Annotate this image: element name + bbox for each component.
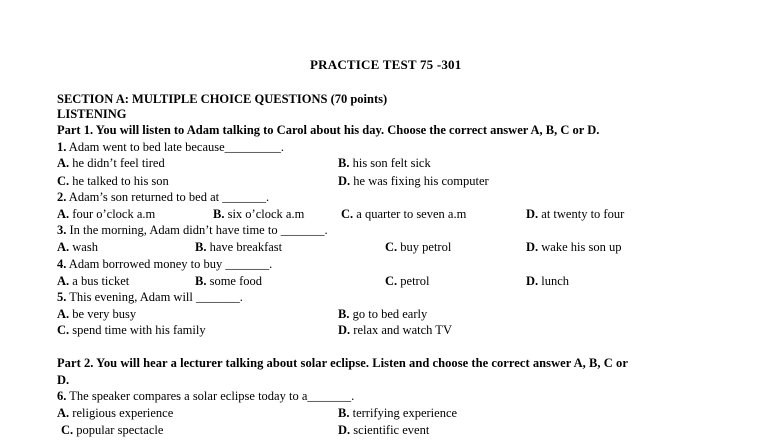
option-1a: A. he didn’t feel tired <box>57 156 165 170</box>
option-6d: D. scientific event <box>338 423 430 437</box>
question-stem: This evening, Adam will _______. <box>66 290 243 304</box>
option-2d: D. at twenty to four <box>526 207 625 221</box>
option-1d: D. he was fixing his computer <box>338 174 489 188</box>
question-2 <box>57 190 269 205</box>
option-3b: B. have breakfast <box>195 240 283 254</box>
option-4d: D. lunch <box>526 274 570 288</box>
page-title: PRACTICE TEST 75 -301 <box>310 57 462 72</box>
question-3 <box>57 223 328 238</box>
question-5 <box>57 290 243 305</box>
option-2b: B. six o’clock a.m <box>213 207 305 221</box>
question-stem: Adam went to bed late because_________. <box>66 140 285 154</box>
option-5b: B. go to bed early <box>338 307 428 321</box>
option-5a: A. be very busy <box>57 307 137 321</box>
option-6a: A. religious experience <box>57 406 174 420</box>
question-1 <box>57 140 284 155</box>
question-number: 1. <box>57 140 67 154</box>
option-5c: C. spend time with his family <box>57 323 206 337</box>
option-3a: A. wash <box>57 240 98 254</box>
question-6 <box>57 389 354 404</box>
question-number: 2. <box>57 190 67 204</box>
question-stem: Adam’s son returned to bed at _______. <box>66 190 270 204</box>
option-4c: C. petrol <box>385 274 430 288</box>
question-stem: Adam borrowed money to buy _______. <box>66 257 273 271</box>
section-a-heading: SECTION A: MULTIPLE CHOICE QUESTIONS (70 points) <box>57 92 388 106</box>
option-4a: A. a bus ticket <box>57 274 130 288</box>
part2-heading: Part 2. You will hear a lecturer talking about solar eclipse. Listen and choose the correct answer A, B, C or <box>57 356 628 370</box>
question-number: 4. <box>57 257 67 271</box>
option-2a: A. four o’clock a.m <box>57 207 156 221</box>
question-number: 3. <box>57 223 67 237</box>
option-4b: B. some food <box>195 274 263 288</box>
option-6b: B. terrifying experience <box>338 406 458 420</box>
question-stem: The speaker compares a solar eclipse today to a_______. <box>66 389 355 403</box>
question-4 <box>57 257 272 272</box>
option-3c: C. buy petrol <box>385 240 452 254</box>
part1-heading: Part 1. You will listen to Adam talking to Carol about his day. Choose the correct answer A, B, C or D. <box>57 123 600 137</box>
option-2c: C. a quarter to seven a.m <box>341 207 467 221</box>
part2-heading-continued: D. <box>57 373 70 387</box>
listening-heading: LISTENING <box>57 107 127 121</box>
question-number: 6. <box>57 389 67 403</box>
question-stem: In the morning, Adam didn’t have time to _______. <box>66 223 328 237</box>
option-3d: D. wake his son up <box>526 240 622 254</box>
option-5d: D. relax and watch TV <box>338 323 452 337</box>
option-6c: C. popular spectacle <box>61 423 164 437</box>
option-1c: C. he talked to his son <box>57 174 169 188</box>
option-1b: B. his son felt sick <box>338 156 431 170</box>
question-number: 5. <box>57 290 67 304</box>
